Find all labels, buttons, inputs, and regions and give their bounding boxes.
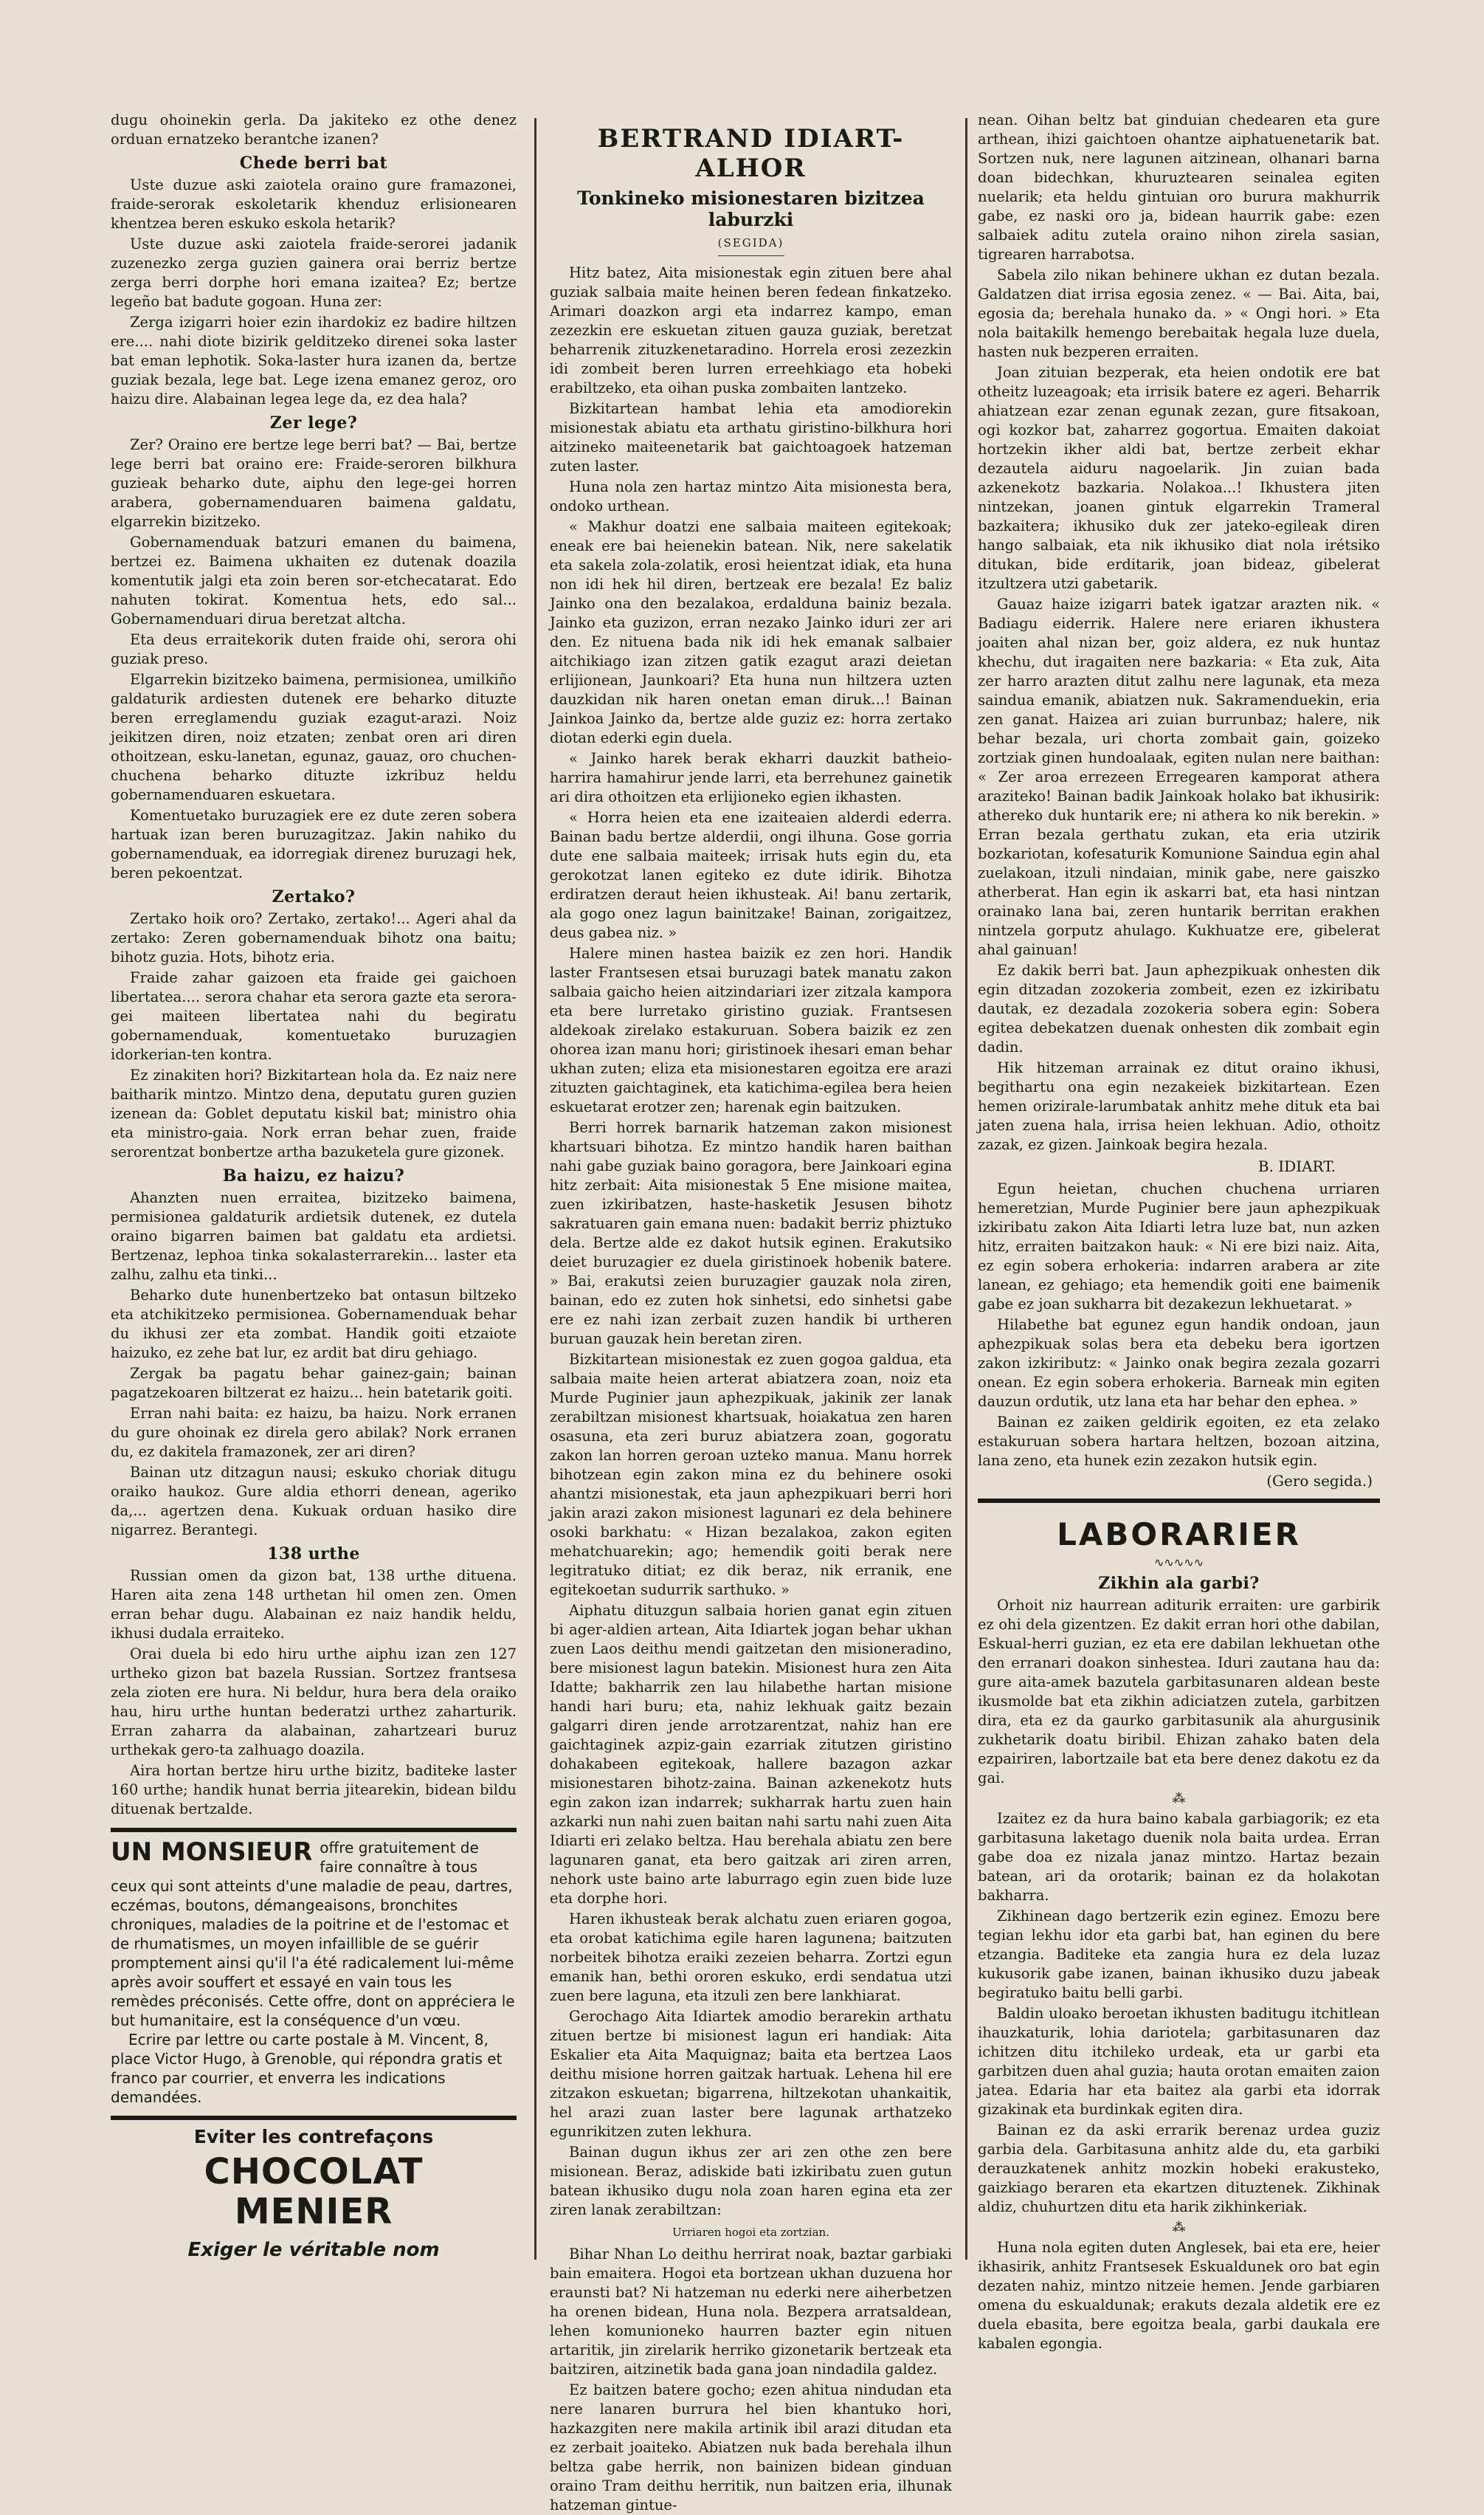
paragraph: Zikhinean dago bertzerik ezin eginez. Emozu bere tegian lekhu idor eta garbi bat, han eginen du bere etzangia. Baditeke eta zangia hura ez dela luzaz kukusorik gabe izanen, bainan ikhusiko duzu jabeak begiratuko baitu belli garbi.	[978, 1907, 1380, 2001]
paragraph: Bainan dugun ikhus zer ari zen othe zen bere misionean. Beraz, adiskide bati izkiribatu zuen gutun batean ikhusiko dugu nola zoan haren egina eta zer ziren lanak zerabiltzan:	[550, 2144, 952, 2218]
ad-line: Eviter les contrefaçons	[193, 2126, 434, 2147]
paragraph: Joan zituian bezperak, eta heien ondotik ere bat otheitz luzeagoak; eta irrisik batere ez ageri. Beharrik ahiatzean ezar zenan egunak zezan, gure fitsakoan, ogi kozkor bat, zaharrez gogortua. Emaiten dakoiat hortzekin ikher aldi bat, bertze zerbeit ekhar dezautela aiduru nagoelarik. Jin zuian bada azkenekotz bazkaria. Nolakoa...! Ikhustera jiten nintzekan, joanen gintuk elgarrekin Trameral bazkaitera; ikhusiko duk zer jateko-egileak diren hango salbaiak, eta nik ikhusiko diat nola irétsiko ditukan, bide erditarik, joan bideaz, gibelerat itzultzera utzi gabetarik.	[978, 364, 1380, 592]
paragraph: Zergak ba pagatu behar gainez-gain; bainan pagatzekoaren biltzerat ez haizu... hein batetarik goiti.	[111, 1365, 517, 1401]
section-title: 138 urthe	[267, 1544, 360, 1563]
intro-paragraph: dugu ohoinekin gerla. Da jakiteko ez othe denez orduan ernatzeko berantche izanen?	[111, 111, 517, 148]
paragraph: Gobernamenduak batzuri emanen du baimena, bertzei ez. Baimena ukhaiten ez dutenak doazila komentutik jalgi eta zoin beren sor-etchecatarat. Edo nahuten tokirat. Komentua hets, edo sal... Gobernamenduari dirua beretzat altcha.	[111, 534, 517, 627]
paragraph: Ez dakik berri bat. Jaun aphezpikuak onhesten dik egin ditzadan zozokeria zombeit, ezen ez izkiribatu dautak, ez dezadala zozokeria sobera egin: Sobera egitea debekatzen duenak onhesten dik zombait egin dadin.	[978, 962, 1380, 1056]
paragraph: Zer? Oraino ere bertze lege berri bat? — Bai, bertze lege berri bat oraino ere: Fraide-seroren bilkhura guzieak beharko dute, aiphu den lege-gei horren arabera, gobernamenduaren baimena galdatu, elgarrekin bizitzeko.	[111, 436, 517, 530]
section-title: Zer lege?	[269, 413, 358, 433]
article-subtitle: Tonkineko misionestaren bizitzea laburzki	[577, 187, 925, 230]
advertisement-chocolat	[111, 2126, 517, 2261]
paragraph: Bihar Nhan Lo deithu herrirat noak, baztar garbiaki bain emaitera. Hogoi eta bortzean ukhan duzuena hor eraunsti bat? Ni hatzeman nu ederki nere aiherbetzen ha orenen bidean, Huna nola. Bezpera arratsaldean, lehen komunioneko haurren bazter egin nituen artaritik, jin zirelarik herriko gizonetarik bertzeak eta baitziren, aitzinetik bada gana joan nindadila galdez.	[550, 2246, 952, 2378]
paragraph: Haren ikhusteak berak alchatu zuen eriaren gogoa, eta orobat katichima egile haren lagunena; baitzuten norbeitek bihotza eraiki zezeien beharra. Zortzi egun emanik han, bethi ororen eskuko, erdi sendatua utzi zuen bere laguna, eta itzuli zen bere lankhiarat.	[550, 1910, 952, 2004]
divider	[111, 2116, 517, 2120]
ad-headline: UN MONSIEUR	[111, 1837, 313, 1867]
paragraph: Hilabethe bat egunez egun handik ondoan, jaun aphezpikuak solas bera eta debeku bera igortzen zakon izkiributz: « Jainko onak begira zezala gozarri onean. Ez egin sobera erhokeria. Barneak min egiten dauzun ordutik, utz lana eta har behar den ephea. »	[978, 1316, 1380, 1410]
paragraph: Elgarrekin bizitzeko baimena, permisionea, umilkiño galdaturik ardiesten dutenek ere beharko dituzte beren erreglamendu guziak ezagut-arazi. Noiz jeikitzen diren, noiz etzaten; zenbat oren ari diren othoitzean, esku-lanetan, egunaz, gauaz, oro chuchen-chuchena beharko dituzte izkribuz heldu gobernamenduaren eskuetara.	[111, 671, 517, 803]
paragraph: Bainan utz ditzagun nausi; eskuko choriak ditugu oraiko haukoz. Gure aldia ethorri denean, ageriko da,... agertzen dena. Kukuak orduan hasiko dire nigarrez. Berantegi.	[111, 1464, 517, 1538]
column-right	[978, 111, 1380, 2352]
article-title: BERTRAND IDIART-ALHOR	[597, 124, 905, 183]
paragraph: Gerochago Aita Idiartek amodio berarekin arthatu zituen bertze bi misionest lagun eri handiak: Aita Eskalier eta Aita Maquignaz; baita eta bertzea Laos deithu misione horren gaitzak hartuak. Lehena hil ere zitzakon eskuetan; bigarrena, hiltzekotan uhankaitik, hel arazi zuan laster bere lagunak arthatzeko egunrikitzen zuten lekhura.	[550, 2008, 952, 2140]
paragraph: Uste duzue aski zaiotela oraino gure framazonei, fraide-serorak eskoletarik khenduz erlisionearen khentzea beren eskuko eskola hetarik?	[111, 176, 517, 232]
paragraph: Bainan ez zaiken geldirik egoiten, ez eta zelako estakuruan sobera hartara heltzen, bozoan aitzina, lana zeno, eta hunek ezin zezakon hutsik egin.	[978, 1414, 1380, 1469]
paragraph: « Makhur doatzi ene salbaia maiteen egitekoak; eneak ere bai heienekin batean. Nik, nere sakelatik eta sakela zola-zolatik, erosi heientzat idiak, eta huna non idi hek hil diren, bertzeak ere bezala! Ez baliz Jainko ona den bezalakoa, erdalduna bainiz bezala. Jainko eta guzizon, erran nezako Jainko iduri zer ari den. Ez nituena bada nik idi hek emanak salbaier aitchikiago izan zitzen gatik ezagut arazi deietan erlijionean, Jaunkoari? Eta huna nun hiltzera uzten dauzkidan nik haren onetan eman diruk...! Bainan Jainkoa Jainko da, bertze alde guziz ez: horra zertako diotan ederki egin duela.	[550, 518, 952, 746]
paragraph: Ahanzten nuen erraitea, bizitzeko baimena, permisionea galdaturik ardietsik dutenek, ez dutela oraino bigarren baimen bat galdatu eta ardietsi. Bertzenaz, lephoa tinka sokalasterrarekin... laster eta zalhu, zalhu eta tinki...	[111, 1189, 517, 1283]
paragraph: Orhoit niz haurrean aditurik erraiten: ure garbirik ez ohi dela gizentzen. Ez dakit erran hori othe dabilan, Eskual-herri guzian, ez eta ere dabilan lekhuetan othe den erranari doakon sinhestea. Iduri zautana hau da: gure aita-amek bazutela garbitasunaren aldean beste ikusmolde bat eta zikhin adiciatzen zutela, garbitzen dira, eta ez da gaurko garbitasunik ala ahurgusinik zukhetarik doatu biribil. Ehizan zahako baten dela ezpairiren, labortzaile bat eta bere denez dakotu ez da gai.	[978, 1597, 1380, 1786]
paragraph: Zertako hoik oro? Zertako, zertako!... Ageri ahal da zertako: Zeren gobernamenduak bihotz ona baitu; bihotz guzia. Hots, bihotz eria.	[111, 910, 517, 966]
paragraph: Izaitez ez da hura baino kabala garbiagorik; ez eta garbitasuna laketago duenik nola baita urdea. Erran gabe doa ez nizala janaz mintzo. Hartaz bezain batean, ari da orotarik; bainan ez da holakotan bakharra.	[978, 1810, 1380, 1904]
paragraph: « Jainko harek berak ekharri dauzkit batheio-harrira hamahirur jende larri, eta berrehunez gainetik ari dira othoitzen eta erlijioneko egien ikhasten.	[550, 750, 952, 805]
section-title: Zertako?	[272, 887, 356, 906]
paragraph: nean. Oihan beltz bat ginduian chedearen eta gure arthean, ihizi gaichtoen ohantze aiphatuenetarik bat. Sortzen nuk, nere lagunen aitzinean, olhanari barna doan bidechkan, khuruztearen seinalea egiten nuelarik; eta heldu gintuian oro bururа makhurrik gabe, ez naski oro ja, bidean haurrik gabe: ezen salbaiek aditu zutela oraino nihon zirela sasian, tigrearen harrabotsa.	[978, 111, 1380, 263]
paragraph: Berri horrek barnarik hatzeman zakon misionest khartsuari bihotza. Ez mintzo handik haren baithan nahi gabe guziak baino goragora, bere Jainkoari egina hitz zerbait: Aita misionestak 5 Ene misione maitea, zuen izkiribatzen, haste-hasketik Jesusen bihotz sakratuaren gain emana nuen: badakit berriz phiztuko dela. Bertze alde ez dakot hutsik eginen. Erakutsiko deiet buruzagier ez duela giristinoek hobenik batere. » Bai, erakutsi zeien buruzagier gauzak nola ziren, bainan, edo ez zuten hok sinhetsi, edo sinhetsi gabe ere ez nahi izan zerbait zuzen handik bi urtheren buruan gauzak hein beretan ziren.	[550, 1119, 952, 1347]
paragraph: Bizkitartean misionestak ez zuen gogoa galdua, eta salbaia maite heien arterat abiatzera zoan, noiz eta Murde Puginier jaun aphezpikuak, jakinik zer lanak zerabiltzan misionest khartsuak, hoiakatua zen haren osasuna, eta zeri buruz abiatzera zoan, gogoratu zakon lan horren geroan uzteko manua. Manu horrek bihotzean egin zakon mina ez du behinere osoki ahantzi misionestak, eta jaun aphezpikuari berri hori jakin arazi zakon misionest lagunari ez dela behinere osoki barkhatu: « Hizan bezalakoa, zakon egiten mehatchuarekin; ago; hemendik goiti berak nere legitratuko ditiat; ez dik beraz, nik erranik, ene egitekoetan sudurrik sarthuko. »	[550, 1351, 952, 1598]
paragraph: Erran nahi baita: ez haizu, ba haizu. Nork erranen du gure ohoinak ez direla gero abilak? Nork erranen du, ez dakitela framazonek, zer ari diren?	[111, 1405, 517, 1460]
continued-label: (SEGIDA)	[717, 236, 784, 250]
paragraph: Gauaz haize izigarri batek igatzar arazten nik. « Badiagu eiderrik. Halere nere eriaren ikhustera joaiten ahal nizan ber, goiz aldera, ez nuk huntaz khechu, dut iragaiten nere bazkaria: « Eta zuk, Aita zer harro arazten ditut zalhu nere lagunak, eta meza sainduа emanik, abiatzen nuk. Sakramenduekin, eria zen ganat. Haizea ari zuian burrunbaz; halere, nik behar bezala, uri chorta zombait gain, goizeko zortziak ginen hundoalaak, egiten nulan nere baithan: « Zer aroa errezeen Erregearen kamporat athera araziteko! Bainan badik Jainkoak holako bat ikhusirik: athereko duk huntarik ere; ni athera ko nik berekin. » Erran bezala gerthatu zukan, eta eria utzirik bozkariotan, kofesaturik Komunione Sainduа egin ahal zuelakoan, itzuli nindaian, minik gabe, nere gaiszko atherberat. Han egin ik askarri bat, eta hasi nintzan orainako lana bai, zeren huntarik berritan erakhen nintzela gorputz ahulago. Kukhuatze ere, gibelerat ahal gainuan!	[978, 596, 1380, 958]
paragraph: Beharko dute hunenbertzeko bat ontasun biltzeko eta atchikitzeko permisionea. Gobernamenduak behar du ikhusi zer eta zombat. Handik goiti etzaiote haizuko, ez zehe bat lur, ez ardit bat diru gehiago.	[111, 1287, 517, 1361]
paragraph: Aiphatu dituzgun salbaia horien ganat egin zituen bi ager-aldien artean, Aita Idiartek jogan behar ukhan zuen Laos deithu mendi gaitzetan den misioneradino, bere misionest lagun batekin. Misionest hura zen Aita Idatte; bakharrik zen lau hilabethe hartan misione handi hari buru; eta, nahiz lekhuak gaitz bezain galgarri diren jende arrotzarentzat, nahiz han ere gaichtaginek azpiz-gain ezarriak zitutzen giristino dohakabeen egitekoak, hallere bazagon azkar misionestaren bihotz-zaina. Bainan azkenekotz huts egin zakon izan indarrek; sukharrak hartu zuen hain azkarki nun nahi zuen baitan nahi sartu nahi zuen Aita Idiarti eri zelako beltza. Hau berehala abiatu zen bere lagunaren ganat, eta bero gaitzak ari ziren arren, nehork uste baino arte laburrago egin zuen bide luze eta dorphe hori.	[550, 1602, 952, 1907]
paragraph: Aira hortan bertze hiru urthe bizitz, baditeke laster 160 urthe; handik hunat berria jitearekin, bidean bildu dituenak bertzalde.	[111, 1762, 517, 1817]
paragraph: Egun heietan, chuchen chuchena urriaren hemeretzian, Murde Puginier bere jaun aphezpikuak izkiribatu zakon Aita Idiarti letra luze bat, nun azken hitz, erraiten baitzakon hauk: « Ni ere bizi naiz. Aita, ez egin sobera erhokeria: indarren arabera ar zite lanean, ez gehiago; eta hemendik goiti ene baimenik gabe ez joan sukharra bit dezakezun lekhuetarat. »	[978, 1180, 1380, 1312]
paragraph: Zerga izigarri hoier ezin ihardokiz ez badire hiltzen ere.... nahi diote bizirik gelditzeko direnei soka laster bat eman lephotik. Soka-laster hura izanen da, bertze guziak bezala, lege bat. Lege izena emanez geroz, oro haizu dire. Alabainan legea lege da, ez dea hala?	[111, 314, 517, 407]
asterism-icon: ⁂	[1172, 2220, 1186, 2235]
paragraph: Ez zinakiten hori? Bizkitartean hola da. Ez naiz nere baitharik mintzo. Mintzo dena, deputatu guren guzien izenean da: Goblet deputatu kiskil bat; ministro ohia eta ministro-gaia. Nork erran behar zuen, fraide serorentzat bonbertze artha bazuketela gure gizonek.	[111, 1067, 517, 1160]
ad-body-contact: Ecrire par lettre ou carte postale à M. Vincent, 8, place Victor Hugo, à Grenoble, qui répondra gratis et franco par courrier, et enverra les indications demandées.	[111, 2031, 503, 2106]
paragraph: Bizkitartean hambat lehia eta amodiorekin misionestak abiatu eta arthatu giristino-bilkhura hori aitzineko maiteenetarik bat gaichtoagoek hatzeman zuten laster.	[550, 400, 952, 475]
column-middle	[550, 111, 952, 2514]
paragraph: Hitz batez, Aita misionestak egin zituen bere ahal guziak salbaia maite heinen beren fedean finkatzeko. Arimari doazkon argi eta indarrez kampo, eman zezezkin ere eskuetan zituen gauza guziak, beretzat beharrenik zituzkenetaradino. Horrela erosi zezezkin idi zombeit beren lurren erreehkiago eta hobeki erabiltzeko, eta oihan puska zombaiten lantzeko.	[550, 264, 952, 396]
paragraph: Eta deus erraitekorik duten fraide ohi, serora ohi guziak preso.	[111, 631, 517, 667]
paragraph: Baldin uloako beroetan ikhusten baditugu itchitlean ihauzkaturik, lohia dariotela; garbitasunaren daz ichitzen ditu itchileko urdeak, eta ur garbi eta garbitzen duen ahal guzia; hauta orotan emaiten zaion jatea. Edaria har eta baitez ala garbi eta idorrak gizakinak eta burdinkak egiten dira.	[978, 2005, 1380, 2118]
section-title: Chede berri bat	[239, 154, 388, 173]
ad-line: Exiger le véritable nom	[187, 2239, 440, 2261]
ad-body: offre gratuitement de faire connaître à tous ceux qui sont atteints d'une maladie de peau, dartres, eczémas, boutons, démangeaisons, bronchites chroniques, maladies de la poitrine et de l'estomac et de rhumatismes, un moyen infaillible de se guérir promptement ainsi qu'il l'a été radicalement lui-même après avoir souffert et essayé en vain tous les remèdes préconisés. Cette offre, dont on appréciera le but humanitaire, est la conséquence d'un vœu.	[111, 1839, 515, 2029]
column-rule	[534, 118, 536, 2260]
paragraph: Sabela zilo nikan behinere ukhan ez dutan bezala. Galdatzen diat irrisa egosia zenez. « — Bai. Aita, bai, egosia da; berehala hunako da. » « Ongi hori. » Eta nola baitakilk hemengo berebaitak hegala luze duela, hasten nuk bezperen erraiten.	[978, 266, 1380, 360]
divider	[111, 1828, 517, 1832]
paragraph: Komentuetako buruzagiek ere ez dute zeren sobera hartuak izan beren buruzagitzaz. Jakin nahiko du gobernamenduak, ea idorregiak direnez buruzagi hek, beren pekoentzat.	[111, 807, 517, 881]
paragraph: Uste duzue aski zaiotela fraide-serorei jadanik zuzenezko zerga guzien gainera orai berriz bertze zerga berri dorphe hori emana izaitea? Ez; bertze legeño bat badute gogoan. Huna zer:	[111, 235, 517, 310]
section-title: Ba haizu, ez haizu?	[222, 1166, 405, 1186]
divider	[978, 1499, 1380, 1503]
paragraph: Ez baitzen batere gocho; ezen ahitua nindudan eta nere lanaren burrura hel bien khantuko hori, hazkazgiten nere makila artinik ibil arazi ditudan eta ez zerbait joaiteko. Abiatzen nuk bada berehala ilhun beltza gabe herrik, non bainizen bidean ginduan oraino Tram deithu herritik, nun baitzen eria, ilhunak hatzeman gintue-	[550, 2381, 952, 2514]
paragraph: Fraide zahar gaizoen eta fraide gei gaichoen libertatea.... serora chahar eta serora gazte eta serora-gei maiteen libertatea nahi du begiratu gobernamenduak, komentuetako buruzagien idorkerian-ten kontra.	[111, 969, 517, 1063]
signature: B. IDIART.	[1257, 1157, 1336, 1175]
paragraph: Huna nola egiten duten Anglesek, bai eta ere, heier ikhasirik, anhitz Frantsesek Eskualdunek oro bat egin dezaten nahiz, mintzo nitzeie hemen. Jende garbiaren omena du eskualdunak; erakuts dezala aldetik ere ez duela ebasita, bere egoitza beala, garbi daukala ere kabalen egongia.	[978, 2239, 1380, 2352]
ad-brand-line: CHOCOLAT	[204, 2151, 424, 2192]
ad-brand-line: MENIER	[234, 2191, 393, 2232]
paragraph: Bainan ez da aski errarik berenaz urdea guziz garbia dela. Garbitasuna anhitz alde du, eta garbiki derauzkatenek anhitz mozkin hobeki erakusteko, gaizkiago beraren eta ekartzen dituztenek. Zikhinak aldiz, chuhurtzen ditu eta harik zikhinkeriak.	[978, 2122, 1380, 2215]
letter-date: Urriaren hogoi eta zortzian.	[672, 2226, 829, 2239]
divider	[718, 255, 784, 256]
paragraph: Halere minen hastea baizik ez zen hori. Handik laster Frantsesen etsai buruzagi batek manatu zakon salbaia gaicho heien aitzindariari izer zitzala kampora eta bere lurretako giristino guziak. Frantsesen aldekoak zirelako estakuruan. Sobera baizik ez zen ohorea izan manu hori; giristinoek ihesari eman behar ukhan zuten; eliza eta misionestaren egoitza ere arazi zituzten gaichtaginek, eta katichima-egilea bera heien eskuetarat erotzer zen; harenak egin baitzuken.	[550, 945, 952, 1115]
advertisement-monsieur	[111, 1838, 517, 2107]
paragraph: « Horra heien eta ene izaiteaien alderdi ederra. Bainan badu bertze alderdii, ongi ilhuna. Gose gorria dute ene salbaia maiteek; irrisak huts egin du, eta gerokotzat lanen egiteko ez dute idirik. Bihotza erdiratzen deraut heien ikhusteak. Ai! banu zertarik, ala gogo onez lagun bainitzake! Bainan, zorigaitzez, deus gabea niz. »	[550, 809, 952, 941]
paragraph: Russian omen da gizon bat, 138 urthe dituena. Haren aita zena 148 urthetan hil omen zen. Omen erran behar dugu. Alabainan ez naiz handik heldu, ikhusi dudala erraiteko.	[111, 1567, 517, 1642]
paragraph: Hik hitzeman arrainak ez ditut oraino ikhusi, begithartu ona egin nezakeiek bizkitartean. Ezen hemen orizirale-larumbatak anhitz mehe dituk eta bai jaten zuena hala, irrisa heien lekhuan. Adio, othoitz zazak, ez gizen. Jainkoak begira hezala.	[978, 1059, 1380, 1153]
column-rule	[965, 118, 967, 2260]
paragraph: Huna nola zen hartaz mintzo Aita misionesta bera, ondoko urthean.	[550, 478, 952, 515]
section-heading: LABORARIER	[1057, 1516, 1301, 1552]
wave-ornament: ∿∿∿∿∿	[1153, 1555, 1204, 1569]
paragraph: Orai duela bi edo hiru urthe aiphu izan zen 127 urtheko gizon bat bazela Russian. Sortzez frantsesa zela zioten ere hura. Ni beldur, hura bera dela oraiko hau, hiru urthe huntan bederatzi urthez zaharturik. Erran zaharra da alabainan, zahartzeari buruz urthekak gero-ta zalhuago doazila.	[111, 1645, 517, 1758]
column-left	[111, 111, 517, 2304]
to-be-continued: (Gero segida.)	[1266, 1472, 1373, 1490]
section-title: Zikhin ala garbi?	[1098, 1574, 1260, 1593]
asterism-icon: ⁂	[1172, 1791, 1186, 1806]
